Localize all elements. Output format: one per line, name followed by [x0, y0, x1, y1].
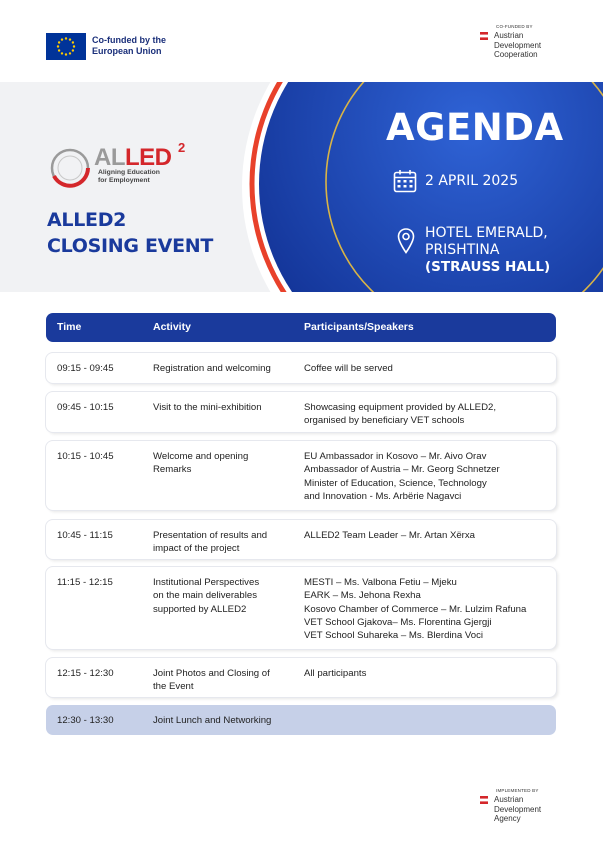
ada-name-line: Development	[494, 804, 542, 814]
ada-name-line: Development	[494, 40, 542, 50]
activity-line: Joint Lunch and Networking	[153, 715, 272, 726]
venue-line: HOTEL EMERALD,	[425, 225, 548, 241]
agenda-heading: AGENDA	[386, 106, 564, 149]
table-row-highlighted	[46, 705, 556, 735]
ada-cofunded-label: CO-FUNDED BY	[496, 24, 533, 29]
row-activity	[153, 362, 293, 375]
row-activity	[153, 529, 293, 556]
speaker-line: EU Ambassador in Kosovo – Mr. Aivo Orav	[304, 451, 487, 462]
ada-name-line: Agency	[494, 814, 521, 823]
alled-logo	[48, 140, 198, 194]
alled-superscript: 2	[178, 140, 186, 155]
event-title-line2: CLOSING EVENT	[47, 235, 214, 257]
activity-line: Registration and welcoming	[153, 363, 271, 374]
speaker-line: Ambassador of Austria – Mr. Georg Schnetzer	[304, 464, 500, 476]
header-activity: Activity	[153, 321, 191, 333]
row-speakers	[304, 576, 556, 642]
table-row	[46, 353, 556, 383]
activity-line: Welcome and opening	[153, 451, 249, 462]
speaker-line: Coffee will be served	[304, 363, 393, 374]
table-row	[46, 658, 556, 697]
austria-flag-icon	[480, 796, 488, 804]
ada-name-line: Austrian	[494, 795, 524, 804]
eu-flag-icon	[46, 33, 86, 60]
event-venue	[425, 225, 550, 276]
speaker-line: VET School Gjakova– Ms. Florentina Gjergji	[304, 616, 492, 628]
activity-line: supported by ALLED2	[153, 603, 247, 615]
speaker-line: Kosovo Chamber of Commerce – Mr. Lulzim Rafuna	[304, 603, 527, 615]
activity-line: Visit to the mini-exhibition	[153, 402, 262, 413]
table-row	[46, 567, 556, 649]
alled-word-red: LED	[125, 144, 172, 171]
ada-name-line: Austrian	[494, 31, 524, 40]
row-speakers	[304, 362, 556, 375]
speaker-line: VET School Suhareka – Ms. Blerdina Voci	[304, 630, 484, 642]
speaker-line: EARK – Ms. Jehona Rexha	[304, 590, 421, 602]
austria-flag-icon	[480, 32, 488, 40]
row-speakers	[304, 401, 556, 428]
row-speakers	[304, 529, 556, 542]
row-time: 09:45 - 10:15	[57, 402, 114, 413]
speaker-line: organised by beneficiary VET schools	[304, 415, 465, 427]
ada-cofunded-logo	[480, 24, 570, 60]
row-speakers	[304, 667, 556, 680]
event-title	[47, 207, 213, 259]
header-speakers: Participants/Speakers	[304, 321, 414, 333]
venue-hall: (STRAUSS HALL)	[425, 259, 551, 275]
row-time: 10:15 - 10:45	[57, 451, 114, 462]
row-time: 11:15 - 12:15	[57, 577, 113, 588]
row-time: 12:15 - 12:30	[57, 668, 114, 679]
ada-implemented-label: IMPLEMENTED BY	[496, 788, 539, 793]
activity-line: on the main deliverables	[153, 590, 257, 602]
alled-subtitle-line: Aligning Education	[98, 169, 160, 176]
ada-implemented-logo	[480, 788, 570, 824]
agenda-table-header	[46, 313, 556, 342]
speaker-line: MESTI – Ms. Valbona Fetiu – Mjeku	[304, 577, 457, 588]
row-activity	[153, 450, 293, 477]
speaker-line: All participants	[304, 668, 367, 679]
row-speakers	[304, 450, 556, 503]
eu-cofunded-text: Co-funded by the European Union	[92, 35, 166, 56]
activity-line: Joint Photos and Closing of	[153, 668, 270, 679]
speaker-line: and Innovation - Ms. Arbërie Nagavci	[304, 490, 462, 502]
alled-subtitle-line: for Employment	[98, 177, 150, 184]
event-date: 2 APRIL 2025	[425, 173, 519, 189]
activity-line: Institutional Perspectives	[153, 577, 260, 588]
event-title-line1: ALLED2	[47, 209, 127, 231]
row-time: 10:45 - 11:15	[57, 530, 113, 541]
row-activity	[153, 401, 293, 414]
row-time: 12:30 - 13:30	[57, 715, 114, 726]
header-time: Time	[57, 321, 82, 333]
speaker-line: ALLED2 Team Leader – Mr. Artan Xërxa	[304, 530, 476, 541]
activity-line: Presentation of results and	[153, 530, 268, 541]
activity-line: the Event	[153, 681, 194, 693]
table-row	[46, 392, 556, 432]
calendar-icon	[393, 169, 417, 193]
table-row	[46, 441, 556, 510]
alled-swirl-icon	[48, 146, 92, 190]
alled-word-grey: AL	[94, 144, 125, 171]
row-time: 09:15 - 09:45	[57, 363, 114, 374]
row-activity	[153, 667, 293, 694]
activity-line: Remarks	[153, 464, 192, 476]
table-row	[46, 520, 556, 559]
ada-name-line: Cooperation	[494, 50, 538, 59]
location-pin-icon	[397, 228, 415, 254]
venue-line: PRISHTINA	[425, 242, 500, 258]
row-activity	[153, 714, 293, 727]
speaker-line: Minister of Education, Science, Technology	[304, 477, 487, 489]
row-activity	[153, 576, 293, 616]
speaker-line: Showcasing equipment provided by ALLED2,	[304, 402, 496, 413]
activity-line: impact of the project	[153, 543, 240, 555]
